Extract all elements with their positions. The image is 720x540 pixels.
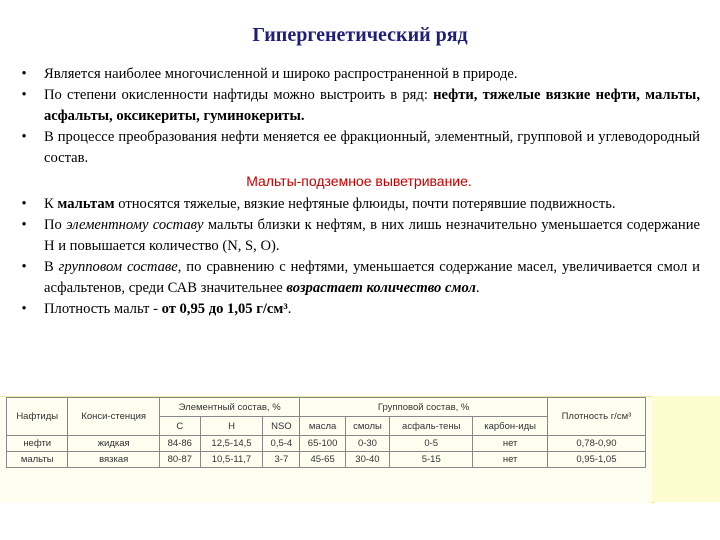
bullet-item <box>18 194 700 215</box>
composition-table <box>6 397 646 468</box>
bullet-italic-text: элементному составу <box>66 217 204 233</box>
header-group-composition: Групповой состав, % <box>300 398 547 417</box>
header-naftidy: Нафтиды <box>7 398 68 436</box>
bullet-dot: • <box>21 259 27 275</box>
table-cell: жидкая <box>68 436 160 452</box>
bullet-item <box>18 127 700 169</box>
table-cell: нет <box>473 452 548 468</box>
bullet-item <box>18 215 700 257</box>
table-cell: мальты <box>7 452 68 468</box>
bullet-text: В <box>44 259 59 275</box>
table-cell: 0-5 <box>390 436 473 452</box>
table-cell: нефти <box>7 436 68 452</box>
table-cell: 84-86 <box>159 436 200 452</box>
bullet-bold-text: нефти, тяжелые вязкие нефти, мальты, асфальты, оксикериты, гуминокериты. <box>44 87 700 124</box>
table-cell: 5-15 <box>390 452 473 468</box>
bullet-item <box>18 85 700 127</box>
table-cell: 12,5-14,5 <box>200 436 263 452</box>
subheader-cell: карбон-иды <box>473 417 548 436</box>
bullet-dot: • <box>21 301 27 317</box>
bullet-dot: • <box>21 217 27 233</box>
bullet-text: По степени окисленности нафтиды можно выстроить в ряд: <box>44 87 434 103</box>
bullet-dot: • <box>21 196 27 212</box>
section-subheading: Мальты-подземное выветривание. <box>246 173 472 189</box>
header-konsistencia: Конси-стенция <box>68 398 160 436</box>
slide-title: Гипергенетический ряд <box>252 24 468 46</box>
table-cell: 80-87 <box>159 452 200 468</box>
table-cell: нет <box>473 436 548 452</box>
subheader-cell: масла <box>300 417 345 436</box>
table-cell: вязкая <box>68 452 160 468</box>
subheader-cell: смолы <box>345 417 389 436</box>
table-cell: 30-40 <box>345 452 389 468</box>
bullet-text: По <box>44 217 67 233</box>
bullet-text: К <box>44 196 58 212</box>
bullet-dot: • <box>21 87 27 103</box>
subheader-cell: C <box>159 417 200 436</box>
bullet-dot: • <box>21 66 27 82</box>
bullet-bold-text: мальтам <box>57 196 115 212</box>
table-cell: 0-30 <box>345 436 389 452</box>
table-cell: 45-65 <box>300 452 345 468</box>
table-cell: 0,5-4 <box>263 436 300 452</box>
table-cell: 10,5-11,7 <box>200 452 263 468</box>
bullet-text: . <box>475 280 480 296</box>
table-header-row <box>7 398 646 417</box>
bullet-text: . <box>287 301 292 317</box>
bullet-item <box>18 64 700 85</box>
header-density: Плотность г/см³ <box>547 398 645 436</box>
subheader-cell: H <box>200 417 263 436</box>
table-cell: 3-7 <box>263 452 300 468</box>
subheader-cell: асфаль-тены <box>390 417 473 436</box>
bullet-text: В процессе преобразования нефти меняется ее фракционный, элементный, групповой и углеводородный состав. <box>44 129 700 166</box>
bullet-text: относятся тяжелые, вязкие нефтяные флюиды, почти потерявшие подвижность. <box>114 196 616 212</box>
bullet-bold-italic-text: возрастает количество смол <box>286 280 476 296</box>
table-cell: 0,78-0,90 <box>547 436 645 452</box>
bullet-italic-text: групповом составе <box>58 259 178 275</box>
bullet-dot: • <box>21 129 27 145</box>
table-row <box>7 436 646 452</box>
bullet-item <box>18 257 700 299</box>
header-element-composition: Элементный состав, % <box>159 398 299 417</box>
composition-table-image <box>0 396 654 503</box>
bullet-text: Плотность мальт - <box>44 301 162 317</box>
decorative-strip <box>652 396 720 502</box>
table-row <box>7 452 646 468</box>
table-cell: 0,95-1,05 <box>547 452 645 468</box>
table-cell: 65-100 <box>300 436 345 452</box>
bullet-text: , по сравнению с нефтями, уменьшается содержание масел, увеличивается смол и асфальтенов, среди САВ значительнее <box>44 259 700 296</box>
bullet-text: мальты близки к нефтям, в них лишь незначительно уменьшается содержание Н и повышается количество (N, S, O). <box>44 217 700 254</box>
bullet-list <box>18 64 700 320</box>
bullet-bold-text: от 0,95 до 1,05 г/см³ <box>161 301 288 317</box>
bullet-item <box>18 299 700 320</box>
subheader-cell: NSO <box>263 417 300 436</box>
bullet-text: Является наиболее многочисленной и широко распространенной в природе. <box>44 66 518 82</box>
